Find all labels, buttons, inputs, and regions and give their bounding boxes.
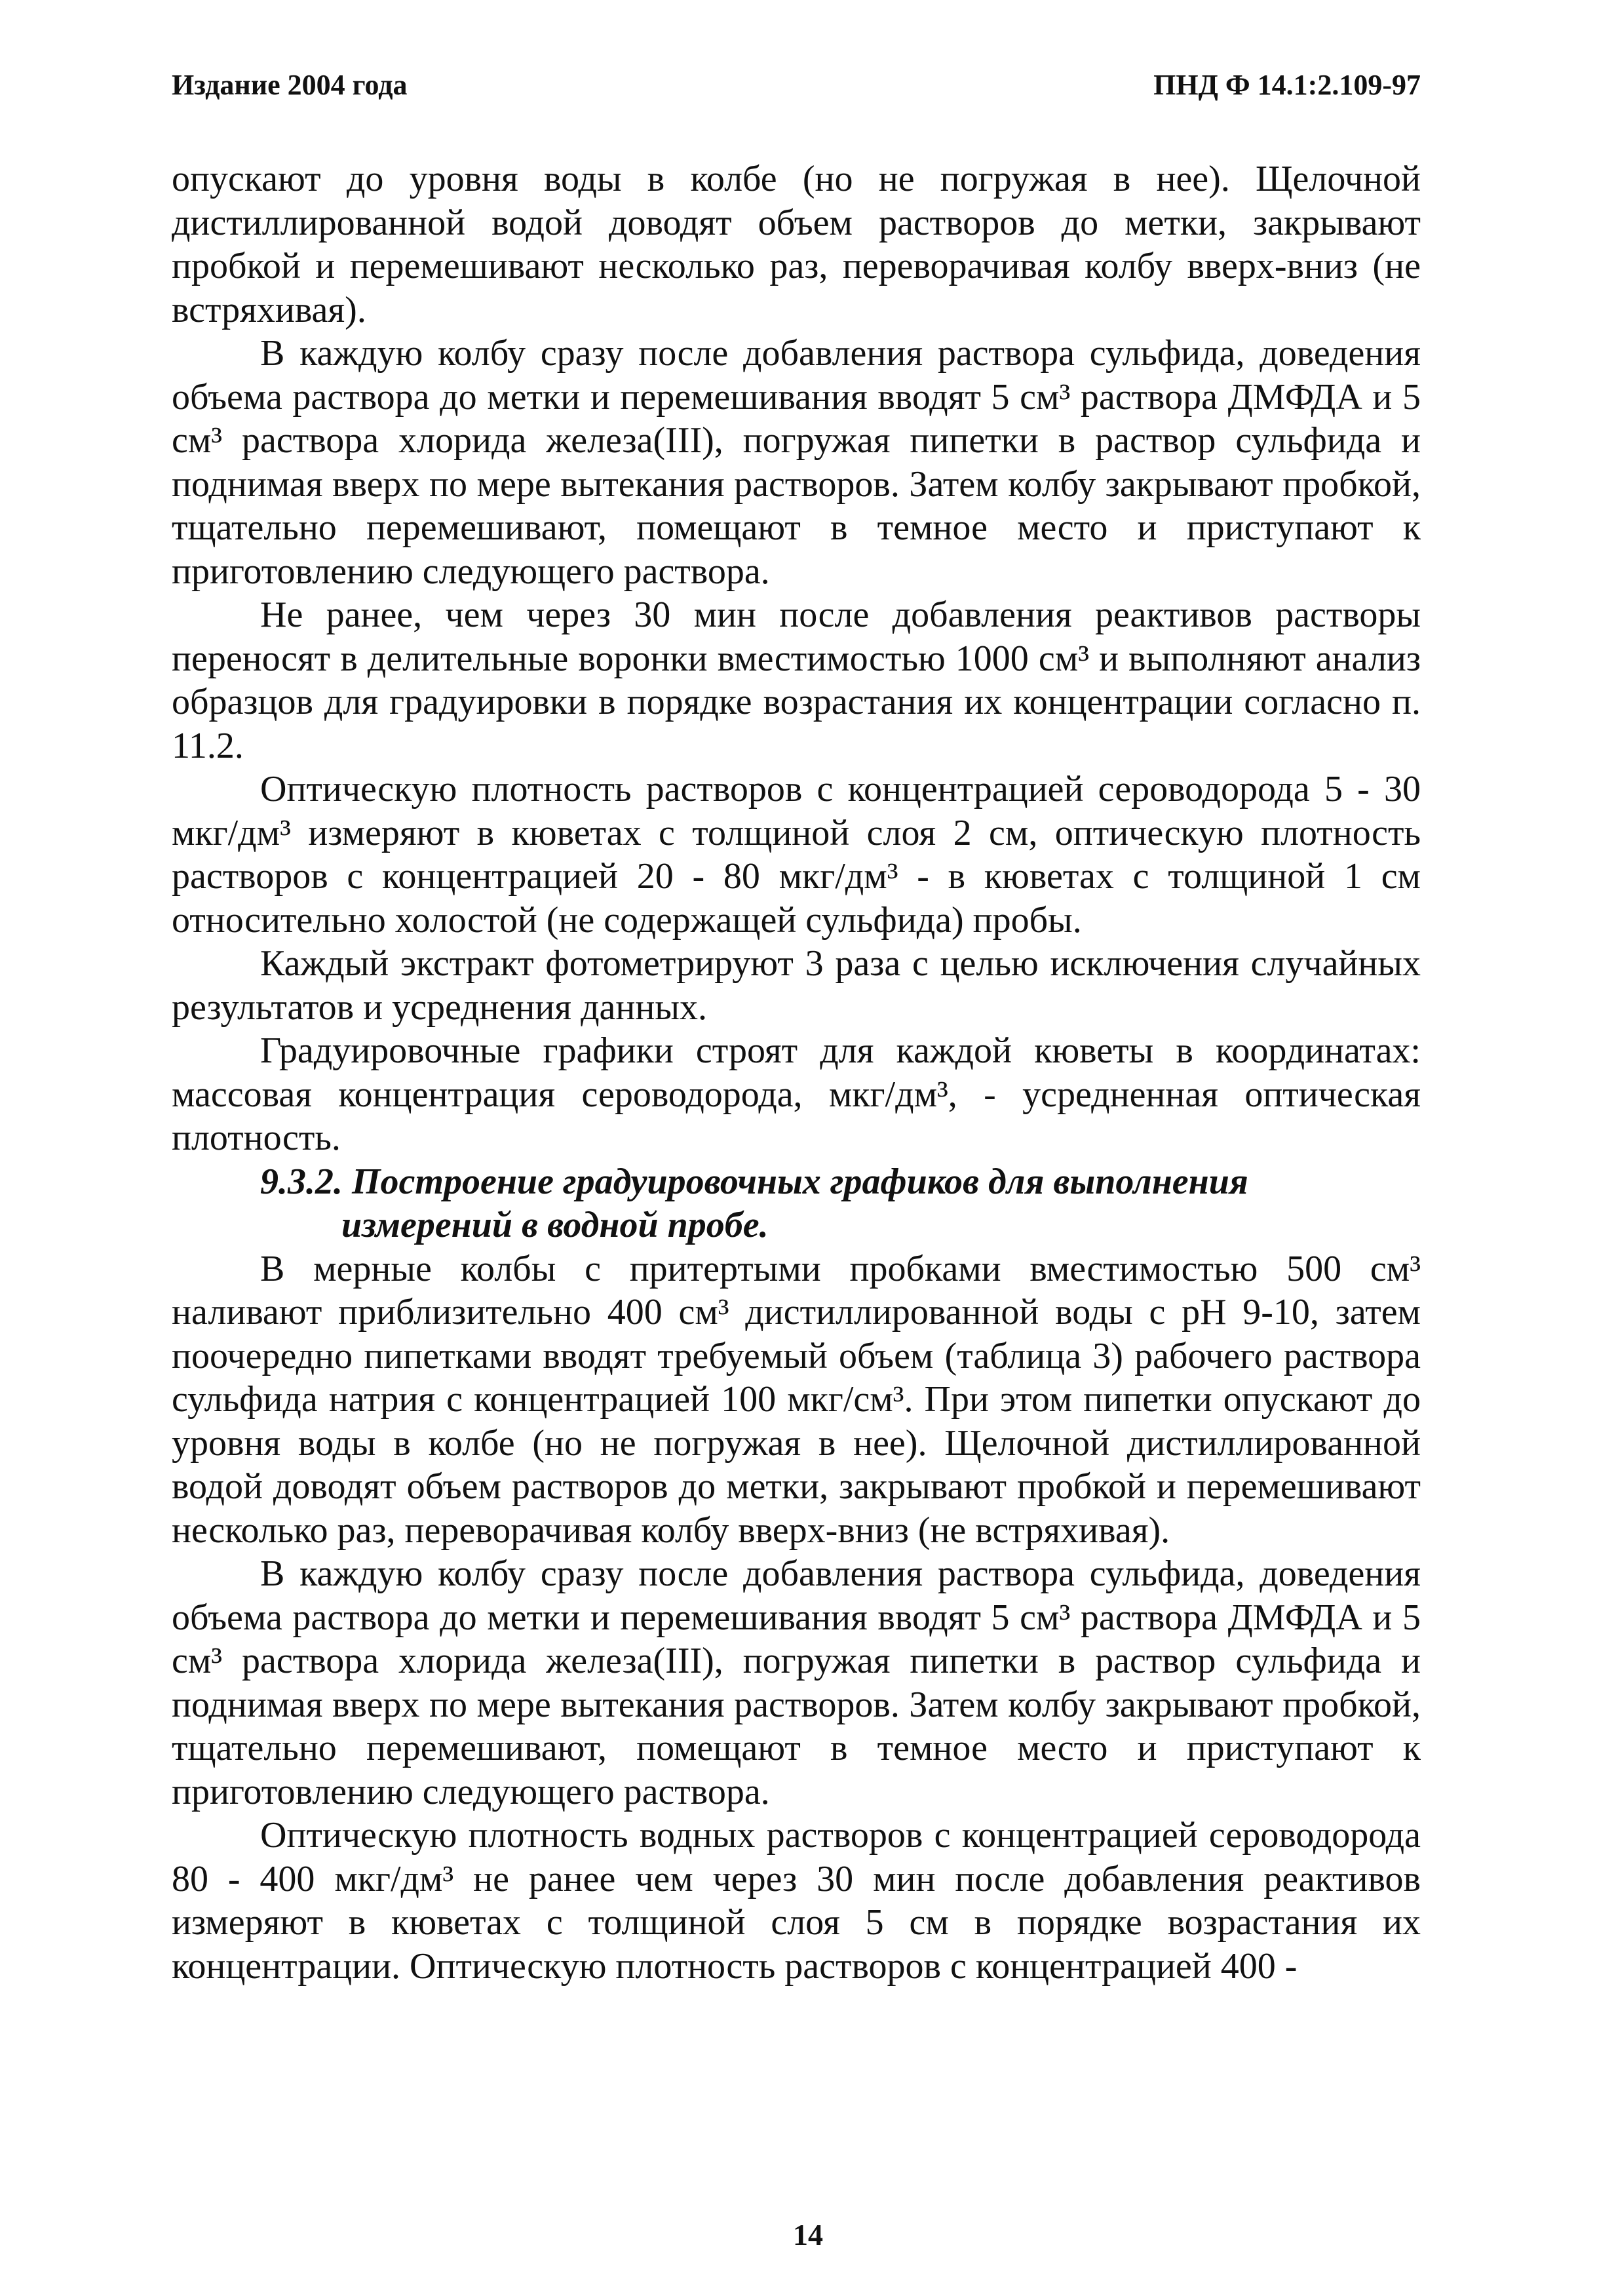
page-number: 14 — [793, 2218, 823, 2251]
paragraph: Оптическую плотность водных растворов с концентрацией сероводорода 80 - 400 мкг/дм³ не ранее чем через 30 мин после добавления реактивов измеряют в кюветах с толщиной слоя 5 см в порядке возрастания их концентрации. Оптическую плотность растворов с концентрацией 400 - — [172, 1815, 1421, 1987]
page-header — [172, 66, 1421, 111]
paragraph: В каждую колбу сразу после добавления раствора сульфида, доведения объема раствора до метки и перемешивания вводят 5 см³ раствора ДМФДА и 5 см³ раствора хлорида железа(III), погружая пипетки в раствор сульфида и поднимая вверх по мере вытекания растворов. Затем колбу закрывают пробкой, тщательно перемешивают, помещают в темное место и приступают к приготовлению следующего раствора. — [172, 333, 1421, 592]
paragraph: Каждый экстракт фотометрируют 3 раза с целью исключения случайных результатов и усреднения данных. — [172, 943, 1421, 1028]
page-body — [172, 157, 1421, 1988]
paragraph: Оптическую плотность растворов с концентрацией сероводорода 5 - 30 мкг/дм³ измеряют в кюветах с толщиной слоя 2 см, оптическую плотность растворов с концентрацией 20 - 80 мкг/дм³ - в кюветах с толщиной 1 см относительно холостой (не содержащей сульфида) пробы. — [172, 769, 1421, 941]
paragraph: В каждую колбу сразу после добавления раствора сульфида, доведения объема раствора до метки и перемешивания вводят 5 см³ раствора ДМФДА и 5 см³ раствора хлорида железа(III), погружая пипетки в раствор сульфида и поднимая вверх по мере вытекания растворов. Затем колбу закрывают пробкой, тщательно перемешивают, помещают в темное место и приступают к приготовлению следующего раствора. — [172, 1553, 1421, 1812]
section-heading-line-1: 9.3.2. Построение градуировочных графиков для выполнения — [260, 1161, 1248, 1202]
paragraph: В мерные колбы с притертыми пробками вместимостью 500 см³ наливают приблизительно 400 см³ дистиллированной воды с pH 9-10, затем поочередно пипетками вводят требуемый объем (таблица 3) рабочего раствора сульфида натрия с концентрацией 100 мкг/см³. При этом пипетки опускают до уровня воды в колбе (но не погружая в нее). Щелочной дистиллированной водой доводят объем растворов до метки, закрывают пробкой и перемешивают несколько раз, переворачивая колбу вверх-вниз (не встряхивая). — [172, 1248, 1421, 1551]
paragraph: Не ранее, чем через 30 мин после добавления реактивов растворы переносят в делительные воронки вместимостью 1000 см³ и выполняют анализ образцов для градуировки в порядке возрастания их концентрации согласно п. 11.2. — [172, 594, 1421, 766]
edition-label: Издание 2004 года — [172, 69, 408, 101]
paragraph-continuation: опускают до уровня воды в колбе (но не погружая в нее). Щелочной дистиллированной водой доводят объем растворов до метки, закрывают пробкой и перемешивают несколько раз, переворачивая колбу вверх-вниз (не встряхивая). — [172, 159, 1421, 330]
section-heading — [172, 1160, 1421, 1247]
document-code: ПНД Ф 14.1:2.109-97 — [1153, 69, 1421, 101]
section-heading-line-2: измерений в водной пробе. — [341, 1205, 769, 1245]
paragraph: Градуировочные графики строят для каждой кюветы в координатах: массовая концентрация сероводорода, мкг/дм³, - усредненная оптическая плотность. — [172, 1030, 1421, 1158]
